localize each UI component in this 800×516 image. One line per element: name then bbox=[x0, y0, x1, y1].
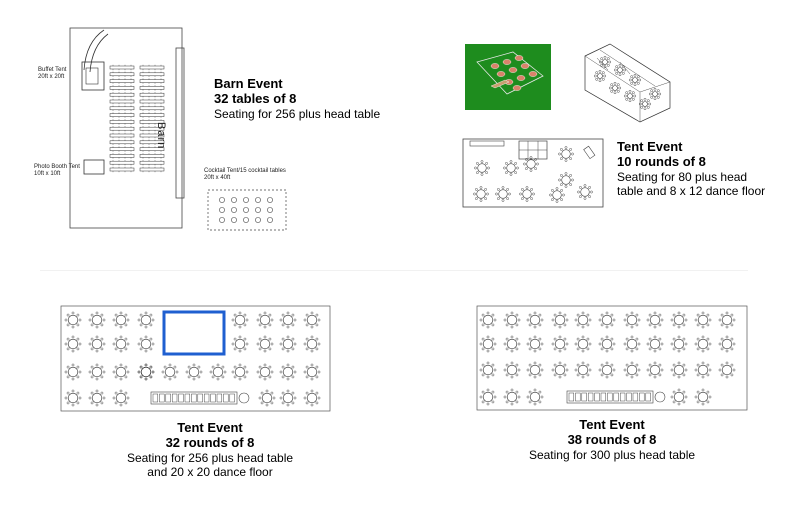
cocktail-tent-name: Cocktail Tent/15 cocktail tables bbox=[204, 168, 286, 174]
tent-small-detail-2: table and 8 x 12 dance floor bbox=[617, 183, 766, 198]
tent-38-round-table bbox=[695, 336, 711, 352]
tent-38-round-table bbox=[719, 362, 735, 378]
tent-38-round-table bbox=[647, 312, 663, 328]
tent-38-round-table bbox=[504, 312, 520, 328]
tent-38-round-table bbox=[624, 312, 640, 328]
tent-38-round-table bbox=[480, 336, 496, 352]
tent-38-round-table bbox=[527, 389, 543, 405]
tent-38-cake-table bbox=[655, 392, 665, 402]
tent-38-title: Tent Event bbox=[579, 417, 645, 432]
tent-38-round-table bbox=[552, 336, 568, 352]
tent-38-round-table bbox=[527, 312, 543, 328]
tent-38-round-table bbox=[671, 389, 687, 405]
head-table-seat bbox=[569, 393, 574, 401]
tent-38-round-table bbox=[624, 336, 640, 352]
tent-small-title: Tent Event bbox=[617, 139, 683, 154]
tent-38-round-table bbox=[719, 312, 735, 328]
tent-38-round-table bbox=[695, 389, 711, 405]
tent-small-subtitle: 10 rounds of 8 bbox=[617, 154, 706, 170]
tent-38-subtitle: 38 rounds of 8 bbox=[567, 432, 657, 448]
buffet-tent-name: Buffet Tent bbox=[38, 67, 67, 73]
tent-38-round-table bbox=[527, 362, 543, 378]
tent-32-subtitle: 32 rounds of 8 bbox=[165, 435, 255, 451]
tent-38-round-table bbox=[480, 312, 496, 328]
tent-38-round-table bbox=[695, 362, 711, 378]
head-table-seat bbox=[582, 393, 587, 401]
tent-38-round-table bbox=[695, 312, 711, 328]
head-table-seat bbox=[614, 393, 619, 401]
tent-small-detail-1: Seating for 80 plus head bbox=[617, 169, 748, 184]
tent-38-round-table bbox=[575, 362, 591, 378]
tent-38-round-table bbox=[719, 336, 735, 352]
tent-38-round-table bbox=[671, 312, 687, 328]
tent-32-detail-1: Seating for 256 plus head table bbox=[126, 450, 294, 465]
tent-38-round-table bbox=[504, 336, 520, 352]
tent-38-round-table bbox=[599, 336, 615, 352]
head-table-seat bbox=[601, 393, 606, 401]
barn-detail: Seating for 256 plus head table bbox=[214, 106, 381, 121]
tent-38-round-table bbox=[480, 362, 496, 378]
tent-38-round-table bbox=[647, 362, 663, 378]
barn-word-label: Barn bbox=[155, 122, 167, 150]
tent-32-title: Tent Event bbox=[177, 420, 243, 435]
tent-38-round-table bbox=[671, 362, 687, 378]
tent-38-round-table bbox=[599, 362, 615, 378]
head-table-seat bbox=[575, 393, 580, 401]
tent-38-detail: Seating for 300 plus head table bbox=[528, 447, 696, 462]
head-table-seat bbox=[607, 393, 612, 401]
tent-38-round-table bbox=[552, 362, 568, 378]
head-table-seat bbox=[639, 393, 644, 401]
head-table-seat bbox=[627, 393, 632, 401]
head-table-seat bbox=[646, 393, 651, 401]
head-table-seat bbox=[588, 393, 593, 401]
tent-38-round-table bbox=[552, 312, 568, 328]
head-table-seat bbox=[633, 393, 638, 401]
tent-38-round-table bbox=[480, 389, 496, 405]
tent-38-round-table bbox=[624, 362, 640, 378]
tent-38-round-table bbox=[527, 336, 543, 352]
head-table-seat bbox=[620, 393, 625, 401]
tent-32-detail-2: and 20 x 20 dance floor bbox=[147, 464, 273, 479]
tent-38-caption bbox=[512, 417, 712, 462]
tent-38-round-table bbox=[599, 312, 615, 328]
tent-38-round-table bbox=[647, 336, 663, 352]
tent-38-round-table bbox=[504, 389, 520, 405]
tent-38-round-table bbox=[504, 362, 520, 378]
photo-booth-name: Photo Booth Tent bbox=[34, 164, 80, 170]
tent-38-round-table bbox=[575, 312, 591, 328]
barn-title: Barn Event bbox=[214, 76, 283, 91]
photo-booth-size: 10ft x 10ft bbox=[34, 170, 61, 177]
buffet-tent-size: 20ft x 20ft bbox=[38, 73, 65, 80]
head-table-seat bbox=[595, 393, 600, 401]
cocktail-tent-size: 20ft x 40ft bbox=[204, 174, 231, 181]
tent-38-round-table bbox=[671, 336, 687, 352]
tent-38-round-table bbox=[575, 336, 591, 352]
barn-subtitle: 32 tables of 8 bbox=[214, 91, 297, 107]
tent-38-head-table-seats bbox=[569, 393, 651, 401]
